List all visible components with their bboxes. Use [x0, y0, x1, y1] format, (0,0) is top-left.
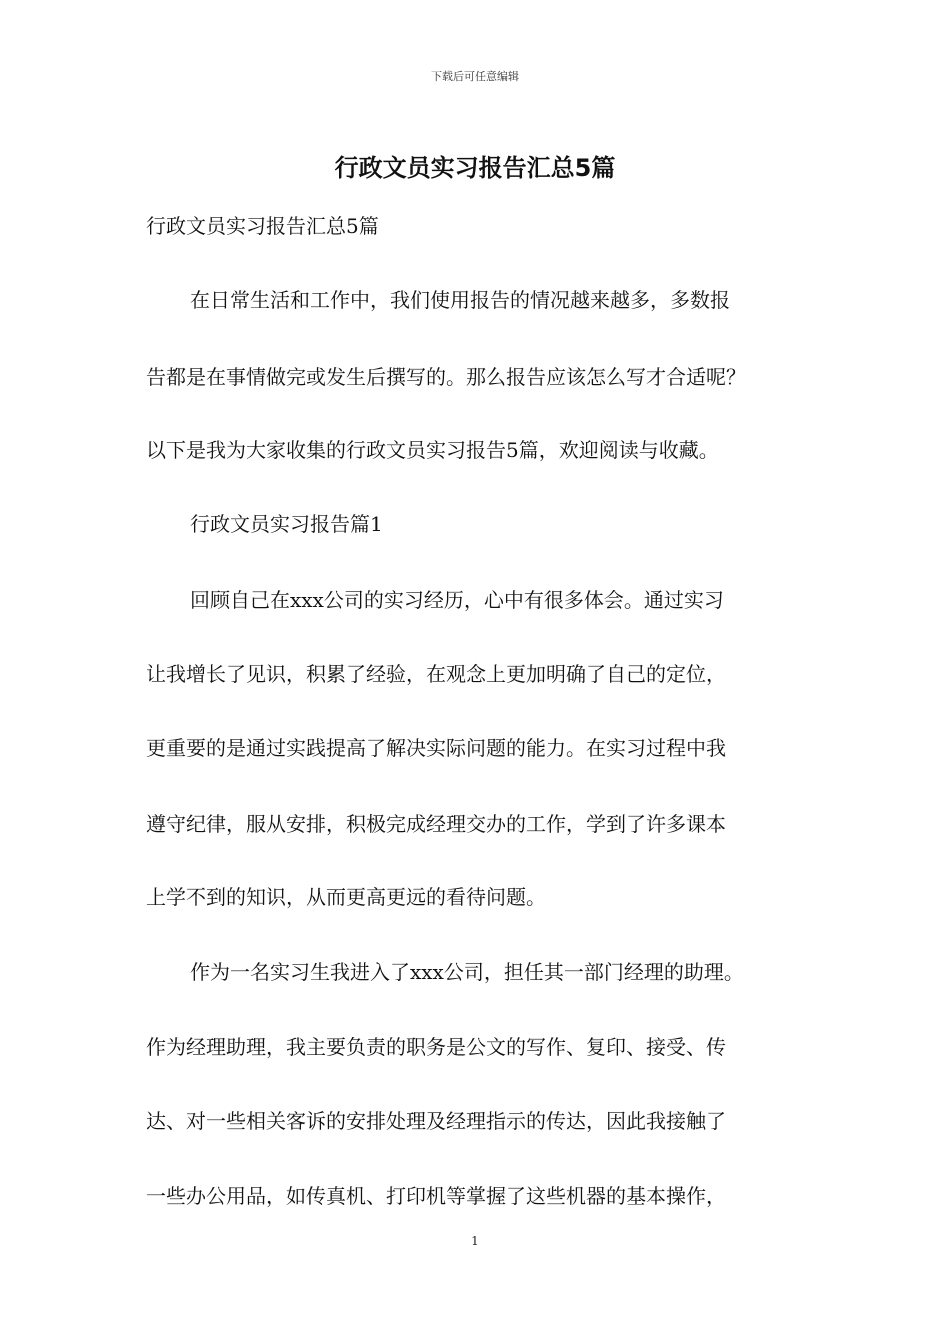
page-number: 1 [471, 1234, 479, 1248]
paragraph-line: 作为经理助理，我主要负责的职务是公文的写作、复印、接受、传 [146, 1035, 726, 1059]
page-header-note: 下载后可任意编辑 [431, 70, 519, 83]
paragraph-line: 上学不到的知识，从而更高更远的看待问题。 [146, 885, 546, 909]
paragraph-line: 让我增长了见识，积累了经验，在观念上更加明确了自己的定位， [146, 662, 726, 686]
subtitle-line: 行政文员实习报告汇总5篇 [146, 214, 379, 238]
paragraph-line: 以下是我为大家收集的行政文员实习报告5篇，欢迎阅读与收藏。 [146, 438, 719, 462]
paragraph-line: 达、对一些相关客诉的安排处理及经理指示的传达，因此我接触了 [146, 1109, 726, 1133]
paragraph-line: 一些办公用品，如传真机、打印机等掌握了这些机器的基本操作， [146, 1184, 726, 1208]
paragraph-line: 更重要的是通过实践提高了解决实际问题的能力。在实习过程中我 [146, 736, 726, 760]
paragraph-line: 遵守纪律，服从安排，积极完成经理交办的工作，学到了许多课本 [146, 812, 726, 836]
paragraph-line: 作为一名实习生我进入了xxx公司，担任其一部门经理的助理。 [190, 960, 744, 984]
paragraph-line: 告都是在事情做完或发生后撰写的。那么报告应该怎么写才合适呢？ [146, 365, 746, 389]
document-title: 行政文员实习报告汇总5篇 [334, 154, 616, 182]
paragraph-line: 回顾自己在xxx公司的实习经历，心中有很多体会。通过实习 [190, 588, 724, 612]
section-heading: 行政文员实习报告篇1 [190, 512, 383, 536]
paragraph-line: 在日常生活和工作中，我们使用报告的情况越来越多，多数报 [190, 288, 730, 312]
